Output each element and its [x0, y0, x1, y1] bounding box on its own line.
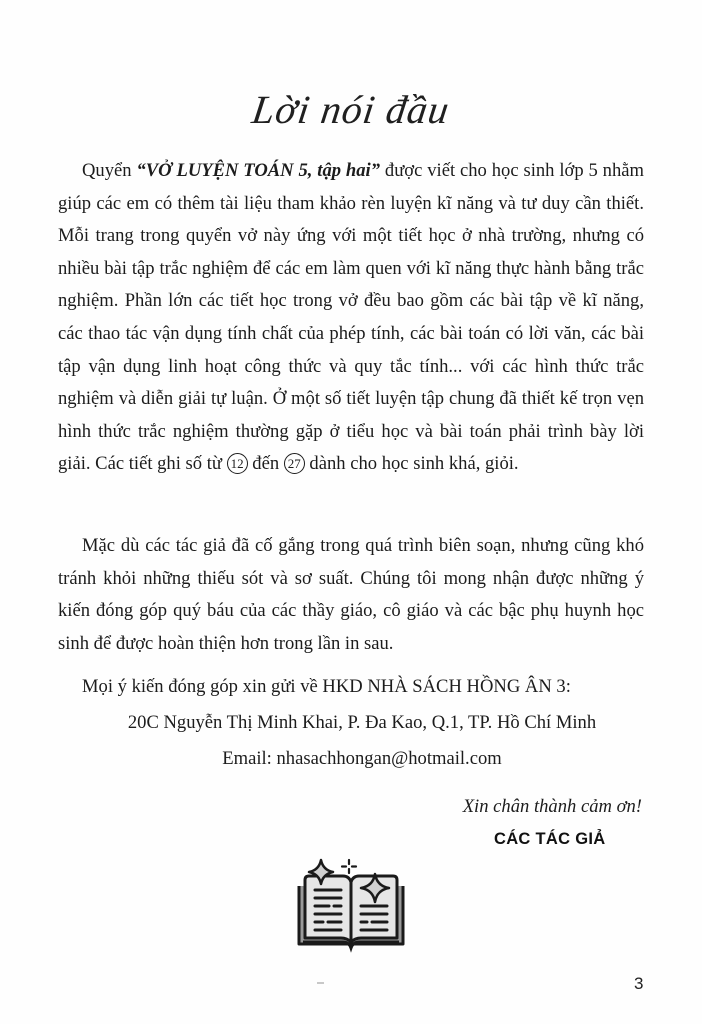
- circled-number-start: 12: [227, 453, 248, 474]
- book-title: “VỞ LUYỆN TOÁN 5, tập hai”: [136, 160, 381, 181]
- intro-prefix: Quyển: [82, 160, 137, 181]
- paragraph-apology-text: Mặc dù các tác giả đã cố gắng trong quá trình biên soạn, nhưng cũng khó tránh khỏi những thiếu sót và sơ suất. Chúng tôi mong nhận được những ý kiến đóng góp quý báu của các thầy giáo, cô giáo và các bậc phụ huynh học sinh để được hoàn thiện hơn trong lần in sau.: [58, 535, 644, 654]
- paragraph-apology: [58, 530, 644, 660]
- paragraph-intro: [58, 155, 644, 481]
- closing-signature: CÁC TÁC GIẢ: [494, 830, 606, 848]
- intro-text-b: đến: [247, 453, 284, 475]
- contact-email: Email: nhasachhongan@hotmail.com: [222, 748, 502, 769]
- page-title: Lời nói đầu: [249, 87, 453, 132]
- open-book-sparkle-icon: [293, 858, 409, 954]
- contact-intro: Mọi ý kiến đóng góp xin gửi về HKD NHÀ SÁCH HỒNG ÂN 3:: [82, 676, 571, 697]
- contact-address: 20C Nguyễn Thị Minh Khai, P. Đa Kao, Q.1, TP. Hồ Chí Minh: [127, 712, 597, 733]
- intro-text-a: được viết cho học sinh lớp 5 nhằm giúp các em có thêm tài liệu tham khảo rèn luyện kĩ năng và tư duy cần thiết. Mỗi trang trong quyển vở này ứng với một tiết học ở nhà trường, nhưng có nhiều bài tập trắc nghiệm để các em làm quen với kĩ năng thực hành bằng trắc nghiệm. Phần lớn các tiết học trong vở đều bao gồm các bài tập về kĩ năng, các thao tác vận dụng tính chất của phép tính, các bài toán có lời văn, các bài tập vận dụng linh hoạt công thức và quy tắc tính... với các hình thức trắc nghiệm và diễn giải tự luận. Ở một số tiết luyện tập chung đã thiết kế trọn vẹn hình thức trắc nghiệm thường gặp ở tiểu học và bài toán phải trình bày lời giải. Các tiết ghi số từ: [58, 160, 644, 475]
- page-number: 3: [634, 974, 644, 993]
- circled-number-end: 27: [284, 453, 305, 474]
- intro-text-c: dành cho học sinh khá, giỏi.: [304, 453, 519, 475]
- paragraph-intro-text: [58, 155, 644, 481]
- print-speck: [317, 982, 324, 984]
- closing-thanks: Xin chân thành cảm ơn!: [462, 796, 642, 817]
